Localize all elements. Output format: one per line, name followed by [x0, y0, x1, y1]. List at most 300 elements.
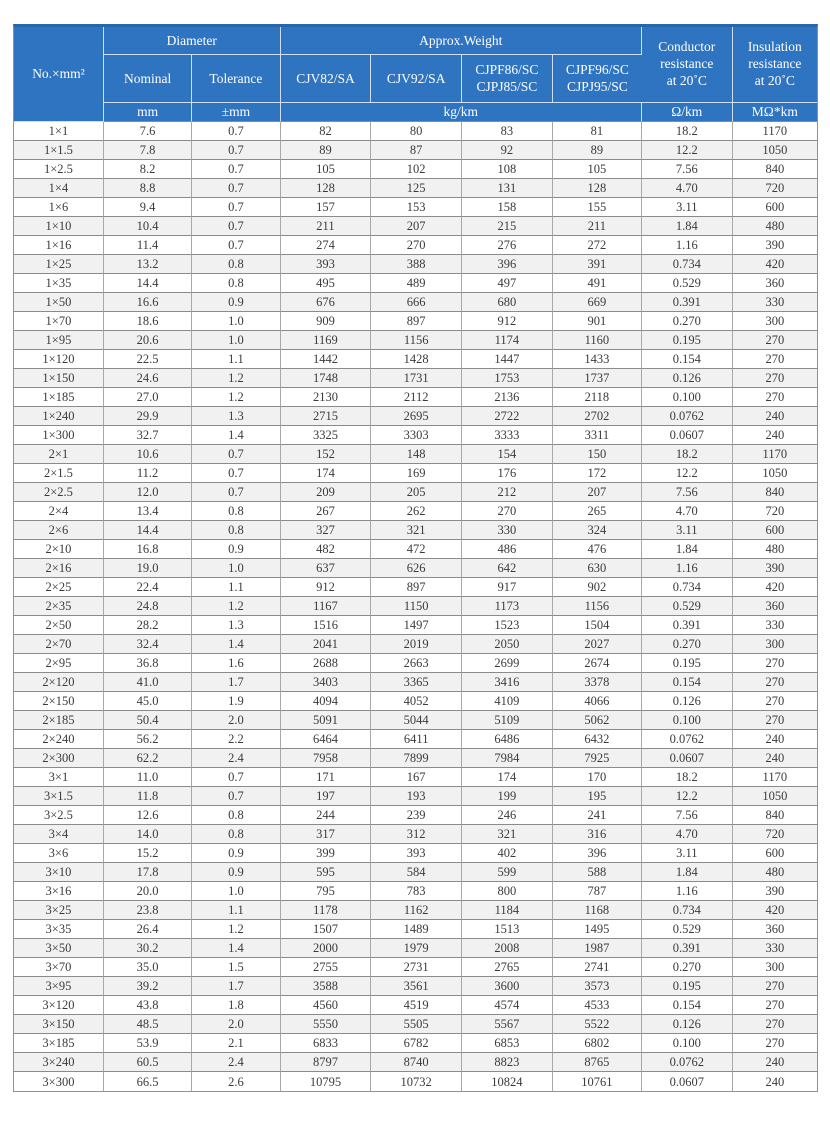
value-cell: 43.8	[104, 996, 192, 1015]
value-cell: 12.0	[104, 483, 192, 502]
value-cell: 246	[462, 806, 553, 825]
value-cell: 105	[281, 160, 372, 179]
value-cell: 2050	[462, 635, 553, 654]
value-cell: 197	[281, 787, 372, 806]
table-row	[14, 141, 817, 160]
value-cell: 244	[281, 806, 372, 825]
unit-tolerance-mm: ±mm	[192, 103, 280, 122]
value-cell: 0.7	[192, 141, 280, 160]
value-cell: 1.6	[192, 654, 280, 673]
row-label-cell: 1×70	[14, 312, 104, 331]
value-cell: 18.2	[642, 768, 733, 787]
value-cell: 1050	[733, 787, 817, 806]
value-cell: 155	[553, 198, 642, 217]
value-cell: 8.2	[104, 160, 192, 179]
value-cell: 5522	[553, 1015, 642, 1034]
table-row	[14, 901, 817, 920]
conductor-resistance-line: at 20˚C	[666, 72, 707, 88]
value-cell: 393	[371, 844, 462, 863]
value-cell: 388	[371, 255, 462, 274]
table-row	[14, 616, 817, 635]
value-cell: 4094	[281, 692, 372, 711]
row-label-cell: 2×70	[14, 635, 104, 654]
value-cell: 82	[281, 122, 372, 141]
value-cell: 7925	[553, 749, 642, 768]
value-cell: 360	[733, 274, 817, 293]
row-label-cell: 2×95	[14, 654, 104, 673]
value-cell: 0.0607	[642, 1072, 733, 1091]
value-cell: 2695	[371, 407, 462, 426]
value-cell: 13.2	[104, 255, 192, 274]
row-label-cell: 3×70	[14, 958, 104, 977]
value-cell: 17.8	[104, 863, 192, 882]
value-cell: 321	[371, 521, 462, 540]
value-cell: 16.6	[104, 293, 192, 312]
value-cell: 1.0	[192, 882, 280, 901]
value-cell: 11.0	[104, 768, 192, 787]
value-cell: 917	[462, 578, 553, 597]
value-cell: 0.8	[192, 825, 280, 844]
value-cell: 3403	[281, 673, 372, 692]
value-cell: 41.0	[104, 673, 192, 692]
value-cell: 267	[281, 502, 372, 521]
table-row	[14, 654, 817, 673]
value-cell: 1523	[462, 616, 553, 635]
value-cell: 66.5	[104, 1072, 192, 1091]
value-cell: 276	[462, 236, 553, 255]
value-cell: 0.100	[642, 1034, 733, 1053]
value-cell: 1.8	[192, 996, 280, 1015]
value-cell: 2.0	[192, 1015, 280, 1034]
value-cell: 60.5	[104, 1053, 192, 1072]
table-row	[14, 369, 817, 388]
value-cell: 2000	[281, 939, 372, 958]
value-cell: 0.270	[642, 635, 733, 654]
value-cell: 158	[462, 198, 553, 217]
value-cell: 270	[733, 369, 817, 388]
value-cell: 600	[733, 844, 817, 863]
value-cell: 0.0762	[642, 730, 733, 749]
value-cell: 0.7	[192, 768, 280, 787]
value-cell: 0.100	[642, 711, 733, 730]
value-cell: 0.8	[192, 274, 280, 293]
value-cell: 3365	[371, 673, 462, 692]
header-conductor-resistance	[642, 27, 733, 103]
value-cell: 154	[462, 445, 553, 464]
value-cell: 270	[733, 996, 817, 1015]
table-row	[14, 1015, 817, 1034]
unit-mohm-km: MΩ*km	[733, 103, 817, 122]
value-cell: 1748	[281, 369, 372, 388]
value-cell: 1.5	[192, 958, 280, 977]
value-cell: 10.4	[104, 217, 192, 236]
value-cell: 11.4	[104, 236, 192, 255]
value-cell: 300	[733, 635, 817, 654]
table-row	[14, 521, 817, 540]
value-cell: 270	[733, 692, 817, 711]
table-row	[14, 540, 817, 559]
value-cell: 1156	[553, 597, 642, 616]
value-cell: 26.4	[104, 920, 192, 939]
value-cell: 29.9	[104, 407, 192, 426]
value-cell: 5550	[281, 1015, 372, 1034]
header-cjv92: CJV92/SA	[371, 55, 462, 103]
value-cell: 1447	[462, 350, 553, 369]
value-cell: 150	[553, 445, 642, 464]
table-row	[14, 768, 817, 787]
row-label-cell: 2×16	[14, 559, 104, 578]
table-row	[14, 312, 817, 331]
row-label-cell: 2×120	[14, 673, 104, 692]
value-cell: 205	[371, 483, 462, 502]
value-cell: 390	[733, 236, 817, 255]
value-cell: 48.5	[104, 1015, 192, 1034]
value-cell: 720	[733, 825, 817, 844]
value-cell: 1737	[553, 369, 642, 388]
value-cell: 300	[733, 312, 817, 331]
row-label-cell: 1×300	[14, 426, 104, 445]
value-cell: 39.2	[104, 977, 192, 996]
value-cell: 0.7	[192, 464, 280, 483]
value-cell: 0.7	[192, 160, 280, 179]
value-cell: 4574	[462, 996, 553, 1015]
value-cell: 1162	[371, 901, 462, 920]
value-cell: 840	[733, 483, 817, 502]
value-cell: 174	[462, 768, 553, 787]
value-cell: 8.8	[104, 179, 192, 198]
value-cell: 1173	[462, 597, 553, 616]
value-cell: 7958	[281, 749, 372, 768]
value-cell: 19.0	[104, 559, 192, 578]
value-cell: 1.4	[192, 635, 280, 654]
value-cell: 148	[371, 445, 462, 464]
value-cell: 300	[733, 958, 817, 977]
value-cell: 153	[371, 198, 462, 217]
value-cell: 0.154	[642, 996, 733, 1015]
value-cell: 0.195	[642, 977, 733, 996]
header-insulation-resistance	[733, 27, 817, 103]
value-cell: 7.6	[104, 122, 192, 141]
value-cell: 1.16	[642, 882, 733, 901]
value-cell: 171	[281, 768, 372, 787]
table-row	[14, 977, 817, 996]
value-cell: 2.0	[192, 711, 280, 730]
table-row	[14, 502, 817, 521]
value-cell: 2.6	[192, 1072, 280, 1091]
value-cell: 13.4	[104, 502, 192, 521]
value-cell: 897	[371, 312, 462, 331]
table-row	[14, 559, 817, 578]
value-cell: 1156	[371, 331, 462, 350]
row-label-cell: 2×50	[14, 616, 104, 635]
value-cell: 10732	[371, 1072, 462, 1091]
value-cell: 840	[733, 806, 817, 825]
value-cell: 472	[371, 540, 462, 559]
value-cell: 2674	[553, 654, 642, 673]
value-cell: 1.1	[192, 578, 280, 597]
value-cell: 23.8	[104, 901, 192, 920]
table-row	[14, 407, 817, 426]
value-cell: 272	[553, 236, 642, 255]
value-cell: 787	[553, 882, 642, 901]
value-cell: 897	[371, 578, 462, 597]
value-cell: 87	[371, 141, 462, 160]
value-cell: 239	[371, 806, 462, 825]
row-label-cell: 1×185	[14, 388, 104, 407]
value-cell: 18.6	[104, 312, 192, 331]
value-cell: 6411	[371, 730, 462, 749]
value-cell: 2130	[281, 388, 372, 407]
value-cell: 6853	[462, 1034, 553, 1053]
value-cell: 800	[462, 882, 553, 901]
table-row	[14, 711, 817, 730]
value-cell: 7.56	[642, 160, 733, 179]
row-label-cell: 3×120	[14, 996, 104, 1015]
table-row	[14, 217, 817, 236]
value-cell: 390	[733, 882, 817, 901]
value-cell: 5567	[462, 1015, 553, 1034]
value-cell: 316	[553, 825, 642, 844]
value-cell: 0.0607	[642, 749, 733, 768]
value-cell: 360	[733, 920, 817, 939]
value-cell: 3600	[462, 977, 553, 996]
value-cell: 0.270	[642, 958, 733, 977]
table-row	[14, 597, 817, 616]
value-cell: 317	[281, 825, 372, 844]
row-label-cell: 1×240	[14, 407, 104, 426]
value-cell: 240	[733, 426, 817, 445]
value-cell: 10795	[281, 1072, 372, 1091]
value-cell: 399	[281, 844, 372, 863]
value-cell: 330	[733, 939, 817, 958]
header-no-mm2: No.×mm²	[14, 27, 104, 122]
value-cell: 0.7	[192, 217, 280, 236]
row-label-cell: 3×240	[14, 1053, 104, 1072]
value-cell: 6782	[371, 1034, 462, 1053]
value-cell: 32.7	[104, 426, 192, 445]
value-cell: 2715	[281, 407, 372, 426]
value-cell: 6833	[281, 1034, 372, 1053]
value-cell: 1489	[371, 920, 462, 939]
insulation-resistance-line: Insulation	[747, 39, 802, 55]
value-cell: 12.2	[642, 464, 733, 483]
value-cell: 1.16	[642, 559, 733, 578]
row-label-cell: 2×2.5	[14, 483, 104, 502]
value-cell: 1513	[462, 920, 553, 939]
value-cell: 1.0	[192, 559, 280, 578]
value-cell: 0.9	[192, 863, 280, 882]
value-cell: 22.5	[104, 350, 192, 369]
value-cell: 12.6	[104, 806, 192, 825]
value-cell: 12.2	[642, 787, 733, 806]
value-cell: 676	[281, 293, 372, 312]
table-row	[14, 483, 817, 502]
value-cell: 1497	[371, 616, 462, 635]
value-cell: 330	[733, 616, 817, 635]
value-cell: 207	[553, 483, 642, 502]
value-cell: 1979	[371, 939, 462, 958]
row-label-cell: 3×4	[14, 825, 104, 844]
value-cell: 396	[553, 844, 642, 863]
value-cell: 1428	[371, 350, 462, 369]
row-label-cell: 3×50	[14, 939, 104, 958]
header-cjv82: CJV82/SA	[281, 55, 372, 103]
value-cell: 0.9	[192, 293, 280, 312]
value-cell: 0.7	[192, 122, 280, 141]
table-row	[14, 464, 817, 483]
value-cell: 1174	[462, 331, 553, 350]
row-label-cell: 3×1	[14, 768, 104, 787]
value-cell: 12.2	[642, 141, 733, 160]
table-row	[14, 350, 817, 369]
row-label-cell: 2×1	[14, 445, 104, 464]
value-cell: 480	[733, 217, 817, 236]
value-cell: 330	[733, 293, 817, 312]
header-tolerance: Tolerance	[192, 55, 280, 103]
row-label-cell: 3×25	[14, 901, 104, 920]
value-cell: 1.3	[192, 407, 280, 426]
value-cell: 3573	[553, 977, 642, 996]
value-cell: 15.2	[104, 844, 192, 863]
value-cell: 637	[281, 559, 372, 578]
value-cell: 1.7	[192, 977, 280, 996]
value-cell: 402	[462, 844, 553, 863]
row-label-cell: 1×6	[14, 198, 104, 217]
insulation-resistance-line: resistance	[748, 56, 802, 72]
value-cell: 0.270	[642, 312, 733, 331]
conductor-resistance-line: Conductor	[658, 39, 716, 55]
value-cell: 1050	[733, 464, 817, 483]
table-row	[14, 274, 817, 293]
value-cell: 80	[371, 122, 462, 141]
row-label-cell: 3×10	[14, 863, 104, 882]
value-cell: 2112	[371, 388, 462, 407]
value-cell: 3588	[281, 977, 372, 996]
value-cell: 3.11	[642, 844, 733, 863]
row-label-cell: 2×6	[14, 521, 104, 540]
value-cell: 720	[733, 502, 817, 521]
value-cell: 840	[733, 160, 817, 179]
value-cell: 1.84	[642, 863, 733, 882]
value-cell: 62.2	[104, 749, 192, 768]
value-cell: 35.0	[104, 958, 192, 977]
table-row	[14, 1053, 817, 1072]
table-row	[14, 578, 817, 597]
table-row	[14, 692, 817, 711]
value-cell: 14.0	[104, 825, 192, 844]
value-cell: 2765	[462, 958, 553, 977]
value-cell: 391	[553, 255, 642, 274]
value-cell: 10761	[553, 1072, 642, 1091]
value-cell: 420	[733, 255, 817, 274]
value-cell: 3325	[281, 426, 372, 445]
value-cell: 901	[553, 312, 642, 331]
value-cell: 3561	[371, 977, 462, 996]
row-label-cell: 1×10	[14, 217, 104, 236]
value-cell: 4066	[553, 692, 642, 711]
cjpj95-line: CJPJ95/SC	[566, 78, 628, 94]
value-cell: 1.0	[192, 331, 280, 350]
value-cell: 2136	[462, 388, 553, 407]
header-group-row	[14, 27, 817, 55]
value-cell: 1442	[281, 350, 372, 369]
header-approx-weight-group: Approx.Weight	[281, 27, 642, 55]
value-cell: 28.2	[104, 616, 192, 635]
value-cell: 360	[733, 597, 817, 616]
value-cell: 102	[371, 160, 462, 179]
value-cell: 0.529	[642, 274, 733, 293]
value-cell: 0.734	[642, 255, 733, 274]
value-cell: 195	[553, 787, 642, 806]
row-label-cell: 1×25	[14, 255, 104, 274]
value-cell: 599	[462, 863, 553, 882]
value-cell: 0.391	[642, 939, 733, 958]
value-cell: 2731	[371, 958, 462, 977]
table-row	[14, 673, 817, 692]
row-label-cell: 2×4	[14, 502, 104, 521]
value-cell: 1.2	[192, 920, 280, 939]
value-cell: 128	[553, 179, 642, 198]
value-cell: 783	[371, 882, 462, 901]
value-cell: 169	[371, 464, 462, 483]
value-cell: 2741	[553, 958, 642, 977]
value-cell: 0.100	[642, 388, 733, 407]
value-cell: 30.2	[104, 939, 192, 958]
insulation-resistance-line: at 20˚C	[754, 72, 795, 88]
table-row	[14, 882, 817, 901]
header-nominal: Nominal	[104, 55, 192, 103]
value-cell: 1753	[462, 369, 553, 388]
value-cell: 1169	[281, 331, 372, 350]
value-cell: 595	[281, 863, 372, 882]
value-cell: 486	[462, 540, 553, 559]
value-cell: 8765	[553, 1053, 642, 1072]
value-cell: 270	[733, 977, 817, 996]
row-label-cell: 1×4	[14, 179, 104, 198]
value-cell: 909	[281, 312, 372, 331]
value-cell: 0.734	[642, 578, 733, 597]
value-cell: 1.4	[192, 426, 280, 445]
value-cell: 3311	[553, 426, 642, 445]
value-cell: 1167	[281, 597, 372, 616]
value-cell: 270	[733, 1015, 817, 1034]
value-cell: 6464	[281, 730, 372, 749]
value-cell: 3333	[462, 426, 553, 445]
row-label-cell: 1×120	[14, 350, 104, 369]
value-cell: 0.8	[192, 255, 280, 274]
row-label-cell: 1×150	[14, 369, 104, 388]
value-cell: 912	[462, 312, 553, 331]
table-row	[14, 1072, 817, 1091]
value-cell: 4.70	[642, 179, 733, 198]
cable-spec-table	[13, 24, 818, 1092]
row-label-cell: 3×185	[14, 1034, 104, 1053]
value-cell: 2019	[371, 635, 462, 654]
value-cell: 1.7	[192, 673, 280, 692]
value-cell: 1.84	[642, 217, 733, 236]
row-label-cell: 2×185	[14, 711, 104, 730]
row-label-cell: 3×1.5	[14, 787, 104, 806]
row-label-cell: 1×2.5	[14, 160, 104, 179]
value-cell: 167	[371, 768, 462, 787]
value-cell: 3.11	[642, 521, 733, 540]
value-cell: 24.6	[104, 369, 192, 388]
value-cell: 4519	[371, 996, 462, 1015]
value-cell: 1507	[281, 920, 372, 939]
value-cell: 10.6	[104, 445, 192, 464]
value-cell: 193	[371, 787, 462, 806]
row-label-cell: 3×35	[14, 920, 104, 939]
